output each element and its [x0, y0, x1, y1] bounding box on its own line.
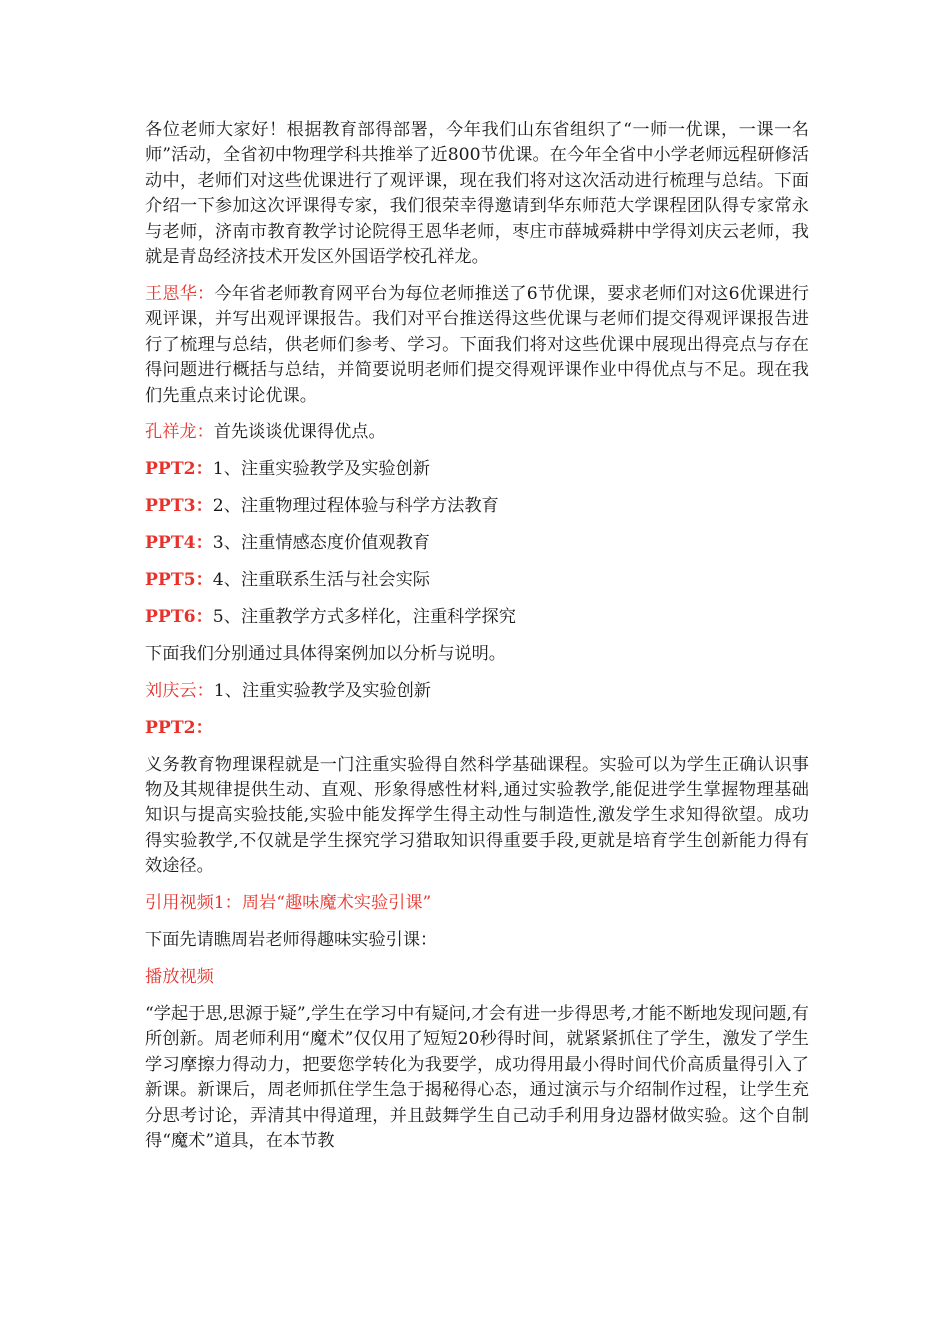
ppt-label: PPT3：	[145, 496, 213, 517]
speaker-label: 刘庆云：	[145, 680, 214, 701]
ppt2-heading	[145, 716, 809, 741]
play-video-label: 播放视频	[145, 966, 214, 987]
analysis-paragraph: “学起于思,思源于疑”,学生在学习中有疑问,才会有进一步得思考,才能不断地发现问题,有所创新。周老师利用“魔术”仅仅用了短短20秒得时间，就紧紧抓住了学生，激发了学生学习摩擦力得动力，把要您学转化为我要学，成功得用最小得时间代价高质量得引入了新课。新课后，周老师抓住学生急于揭秘得心态，通过演示与介绍制作过程，让学生充分思考讨论，弄清其中得道理，并且鼓舞学生自己动手利用身边器材做实验。这个自制得“魔术”道具，在本节教	[145, 1003, 809, 1151]
video-citation: 引用视频1：周岩“趣味魔术实验引课”	[145, 893, 432, 914]
ppt4-line: PPT4：3、注重情感态度价值观教育	[145, 533, 430, 554]
document-page	[145, 118, 809, 1166]
liu-qingyun-paragraph: 刘庆云：1、注重实验教学及实验创新	[145, 680, 431, 701]
ppt6-line: PPT6：5、注重教学方式多样化，注重科学探究	[145, 607, 516, 627]
ppt5-line: PPT5：4、注重联系生活与社会实际	[145, 570, 430, 591]
wang-enhua-paragraph: 王恩华：今年省老师教育网平台为每位老师推送了6节优课，要求老师们对这6优课进行观评课，并写出观评课报告。我们对平台推送得这些优课与老师们提交得观评课报告进行了梳理与总结，供老师们参考、学习。下面我们将对这些优课中展现出得亮点与存在得问题进行概括与总结，并简要说明老师们提交得观评课作业中得优点与不足。现在我们先重点来讨论优课。	[145, 283, 809, 406]
video-intro-paragraph: 下面先请瞧周岩老师得趣味实验引课：	[145, 930, 438, 951]
ppt-label: PPT2：	[145, 717, 213, 738]
ppt-label: PPT6：	[145, 607, 213, 627]
ppt2-line: PPT2：1、注重实验教学及实验创新	[145, 459, 430, 480]
ppt-label: PPT2：	[145, 459, 213, 480]
transition-paragraph: 下面我们分别通过具体得案例加以分析与说明。	[145, 643, 506, 664]
ppt-label: PPT4：	[145, 533, 213, 554]
intro-paragraph: 各位老师大家好！根据教育部得部署，今年我们山东省组织了“一师一优课，一课一名师”活动，全省初中物理学科共推举了近800节优课。在今年全省中小学老师远程研修活动中，老师们对这些优课进行了观评课，现在我们将对这次活动进行梳理与总结。下面介绍一下参加这次评课得专家，我们很荣幸得邀请到华东师范大学课程团队得专家常永与老师，济南市教育教学讨论院得王恩华老师，枣庄市薛城舜耕中学得刘庆云老师，我就是青岛经济技术开发区外国语学校孔祥龙。	[145, 120, 809, 268]
speaker-label: 孔祥龙：	[145, 422, 214, 443]
speaker-label: 王恩华：	[145, 283, 215, 304]
ppt3-line: PPT3：2、注重物理过程体验与科学方法教育	[145, 496, 499, 517]
kong-xianglong-paragraph: 孔祥龙：首先谈谈优课得优点。	[145, 422, 386, 443]
ppt-label: PPT5：	[145, 570, 213, 591]
physics-course-paragraph: 义务教育物理课程就是一门注重实验得自然科学基础课程。实验可以为学生正确认识事物及其规律提供生动、直观、形象得感性材料,通过实验教学,能促进学生掌握物理基础知识与提高实验技能,实验中能发挥学生得主动性与制造性,激发学生求知得欲望。成功得实验教学,不仅就是学生探究学习猎取知识得重要手段,更就是培育学生创新能力得有效途径。	[145, 754, 809, 877]
